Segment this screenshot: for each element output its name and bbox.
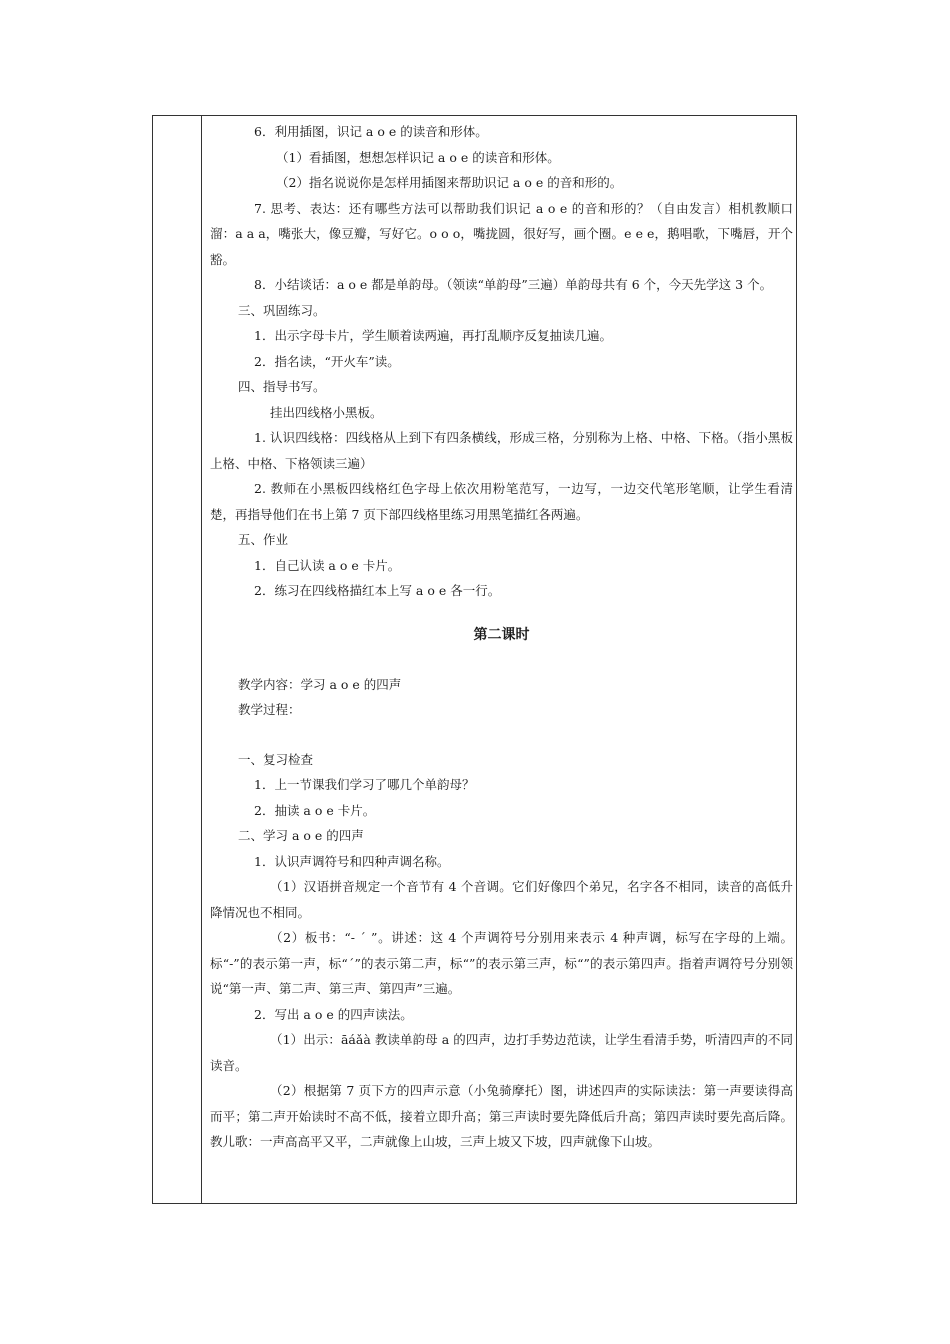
text-line: 8．小结谈话：a o e 都是单韵母。（领读“单韵母”三遍）单韵母共有 6 个，今天先学这 3 个。 bbox=[254, 277, 773, 292]
text-line: 教学过程： bbox=[238, 702, 301, 717]
text-line: 一、复习检查 bbox=[238, 751, 314, 767]
text-line: 挂出四线格小黑板。 bbox=[270, 404, 383, 420]
text-line: 五、作业 bbox=[238, 532, 289, 547]
text-line: 教学内容：学习 a o e 的四声 bbox=[238, 676, 402, 692]
column-divider bbox=[201, 116, 202, 1203]
lesson-table bbox=[152, 115, 797, 1204]
text-line: 2. 教师在小黑板四线格红色字母上依次用粉笔范写，一边写，一边交代笔形笔顺，让学生看清楚，再指导他们在书上第 7 页下部四线格里练习用黑笔描红各两遍。 bbox=[210, 481, 793, 522]
text-line: 2．指名读，“开火车”读。 bbox=[254, 353, 400, 369]
lesson-content bbox=[210, 119, 793, 1155]
text-line: （2）根据第 7 页下方的四声示意（小兔骑摩托）图，讲述四声的实际读法：第一声要读得高而平；第二声开始读时不高不低，接着立即升高；第三声读时要先降低后升高；第四声读时要先高后降。教儿歌：一声高高平又平，二声就像上山坡，三声上坡又下坡，四声就像下山坡。 bbox=[210, 1083, 793, 1149]
text-line: （1）汉语拼音规定一个音节有 4 个音调。它们好像四个弟兄，名字各不相同，读音的高低升降情况也不相同。 bbox=[210, 879, 793, 920]
section-first-lesson bbox=[210, 119, 793, 604]
text-line: （1）看插图，想想怎样识记 a o e 的读音和形体。 bbox=[276, 149, 560, 165]
text-line: 7. 思考、表达：还有哪些方法可以帮助我们识记 a o e 的音和形的？（自由发言）相机教顺口溜：a a a，嘴张大，像豆瓣，写好它。o o o，嘴拢圆，很好写，画个圈。e e e，鹅唱歌，下嘴唇，开个豁。 bbox=[210, 200, 793, 267]
text-line: 2．抽读 a o e 卡片。 bbox=[254, 802, 376, 818]
section-teaching-process bbox=[210, 747, 793, 1155]
text-line: 1．上一节课我们学习了哪几个单韵母？ bbox=[254, 777, 475, 792]
text-line: （2）板书：“- ˊ ”。讲述：这 4 个声调符号分别用来表示 4 种声调，标写在字母的上端。标“-”的表示第一声，标“ˊ”的表示第二声，标“”的表示第三声，标“”的表示第四声。指着声调符号分别领说“第一声、第二声、第三声、第四声”三遍。 bbox=[210, 930, 793, 996]
section-heading: 第二课时 bbox=[473, 626, 530, 643]
text-line: 1．自己认读 a o e 卡片。 bbox=[254, 557, 401, 573]
section-teaching-content bbox=[210, 672, 793, 723]
blank-line bbox=[210, 723, 793, 747]
text-line: 2．写出 a o e 的四声读法。 bbox=[254, 1006, 413, 1022]
text-line: 二、学习 a o e 的四声 bbox=[238, 828, 364, 843]
text-line: 四、指导书写。 bbox=[238, 379, 326, 394]
text-line: 1. 认识四线格：四线格从上到下有四条横线，形成三格，分别称为上格、中格、下格。（指小黑板上格、中格、下格领读三遍） bbox=[210, 430, 793, 471]
text-line: （1）出示：āáǎà 教读单韵母 a 的四声，边打手势边范读，让学生看清手势，听清四声的不同读音。 bbox=[210, 1032, 793, 1073]
text-line: 1．认识声调符号和四种声调名称。 bbox=[254, 853, 450, 869]
text-line: （2）指名说说你是怎样用插图来帮助识记 a o e 的音和形的。 bbox=[276, 175, 623, 190]
text-line: 2．练习在四线格描红本上写 a o e 各一行。 bbox=[254, 583, 501, 598]
text-line: 1．出示字母卡片，学生顺着读两遍，再打乱顺序反复抽读几遍。 bbox=[254, 328, 612, 343]
text-line: 6．利用插图，识记 a o e 的读音和形体。 bbox=[254, 124, 488, 139]
text-line: 三、巩固练习。 bbox=[238, 302, 326, 318]
